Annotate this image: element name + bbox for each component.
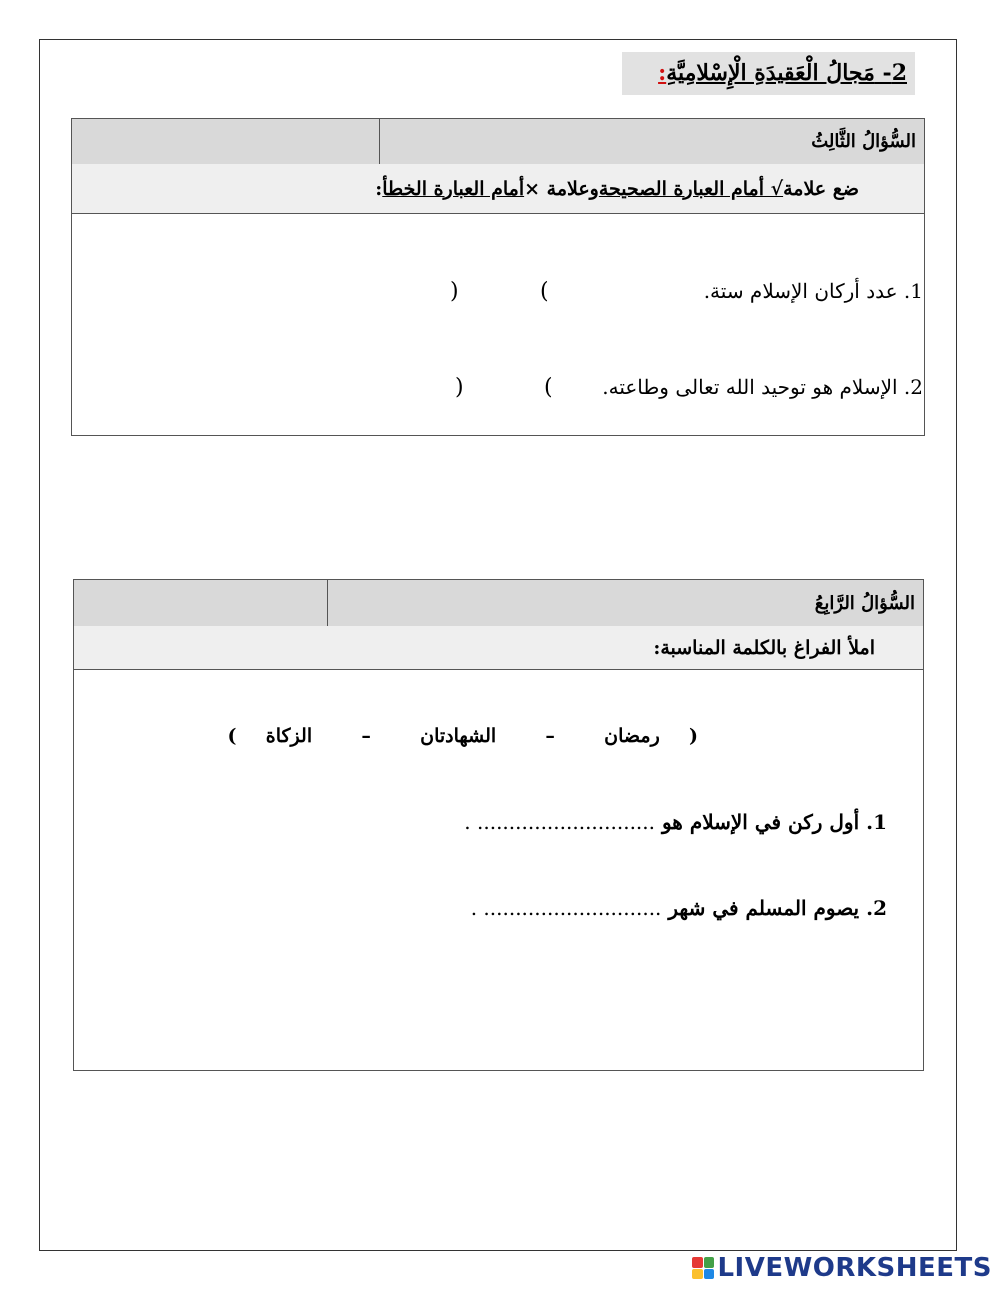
header-divider: [327, 580, 328, 626]
footer-logo[interactable]: [692, 1253, 992, 1283]
q3-item-2-number: 2.: [897, 375, 923, 399]
question-3-box: [71, 118, 925, 436]
question-4-box: [73, 579, 924, 1071]
word-bank-word-3[interactable]: الزكاة: [265, 725, 313, 747]
q3-item-2-text: الإسلام هو توحيد الله تعالى وطاعته.: [602, 375, 898, 399]
instruction-part-3: وعلامة ×: [524, 177, 599, 200]
section-title-text: مَجالُ الْعَقيدَةِ الْإِسْلامِيَّةِ: [666, 60, 875, 86]
section-title: [622, 52, 915, 95]
logo-text: LIVEWORKSHEETS: [717, 1253, 992, 1283]
q4-item-2: [471, 896, 887, 920]
instruction-part-2: √ أمام العبارة الصحيحة: [598, 177, 784, 200]
instruction-part-1: ضع علامة: [783, 177, 859, 200]
q4-item-2-text: يصوم المسلم في شهر: [661, 896, 860, 920]
q4-item-2-number: 2.: [859, 896, 887, 920]
q4-item-2-blank[interactable]: ............................ .: [470, 896, 662, 920]
word-bank-separator-1: –: [545, 725, 555, 747]
word-bank-close: ): [227, 725, 237, 747]
instruction-part-5: :: [375, 177, 383, 200]
q3-item-2-answer-close[interactable]: ): [455, 375, 464, 400]
word-bank-word-1[interactable]: رمضان: [604, 725, 660, 747]
q4-item-1-text: أول ركن في الإسلام هو: [655, 810, 860, 834]
q3-item-1-answer-open[interactable]: (: [540, 279, 549, 304]
word-bank-word-2[interactable]: الشهادتان: [420, 725, 497, 747]
q4-item-1: [464, 810, 887, 834]
q3-item-1-text: عدد أركان الإسلام ستة.: [703, 279, 898, 303]
q3-item-2-answer-open[interactable]: (: [544, 375, 553, 400]
q4-item-1-number: 1.: [859, 810, 887, 834]
question-3-header: [72, 119, 924, 165]
question-4-header: [74, 580, 923, 627]
section-title-colon: :: [658, 60, 667, 86]
q3-item-1-number: 1.: [897, 279, 923, 303]
word-bank-open: (: [689, 725, 698, 747]
q4-item-1-blank[interactable]: ............................ .: [464, 810, 656, 834]
question-3-instruction: [72, 164, 924, 214]
q3-item-1-answer-close[interactable]: ): [450, 279, 459, 304]
q3-item-1: [704, 279, 923, 303]
header-divider: [379, 119, 380, 164]
question-4-title: السُّؤالُ الرَّابِعُ: [814, 592, 915, 614]
q4-instruction-text: املأ الفراغ بالكلمة المناسبة:: [653, 636, 875, 659]
question-3-title: السُّؤالُ الثَّالِثُ: [811, 131, 916, 152]
section-number: 2-: [874, 60, 907, 86]
q3-item-2: [602, 375, 923, 399]
word-bank-separator-2: –: [361, 725, 371, 747]
instruction-part-4: أمام العبارة الخطأ: [382, 177, 525, 200]
liveworksheets-logo-icon: [692, 1257, 714, 1279]
word-bank: [228, 725, 698, 747]
question-4-instruction: [74, 626, 923, 670]
